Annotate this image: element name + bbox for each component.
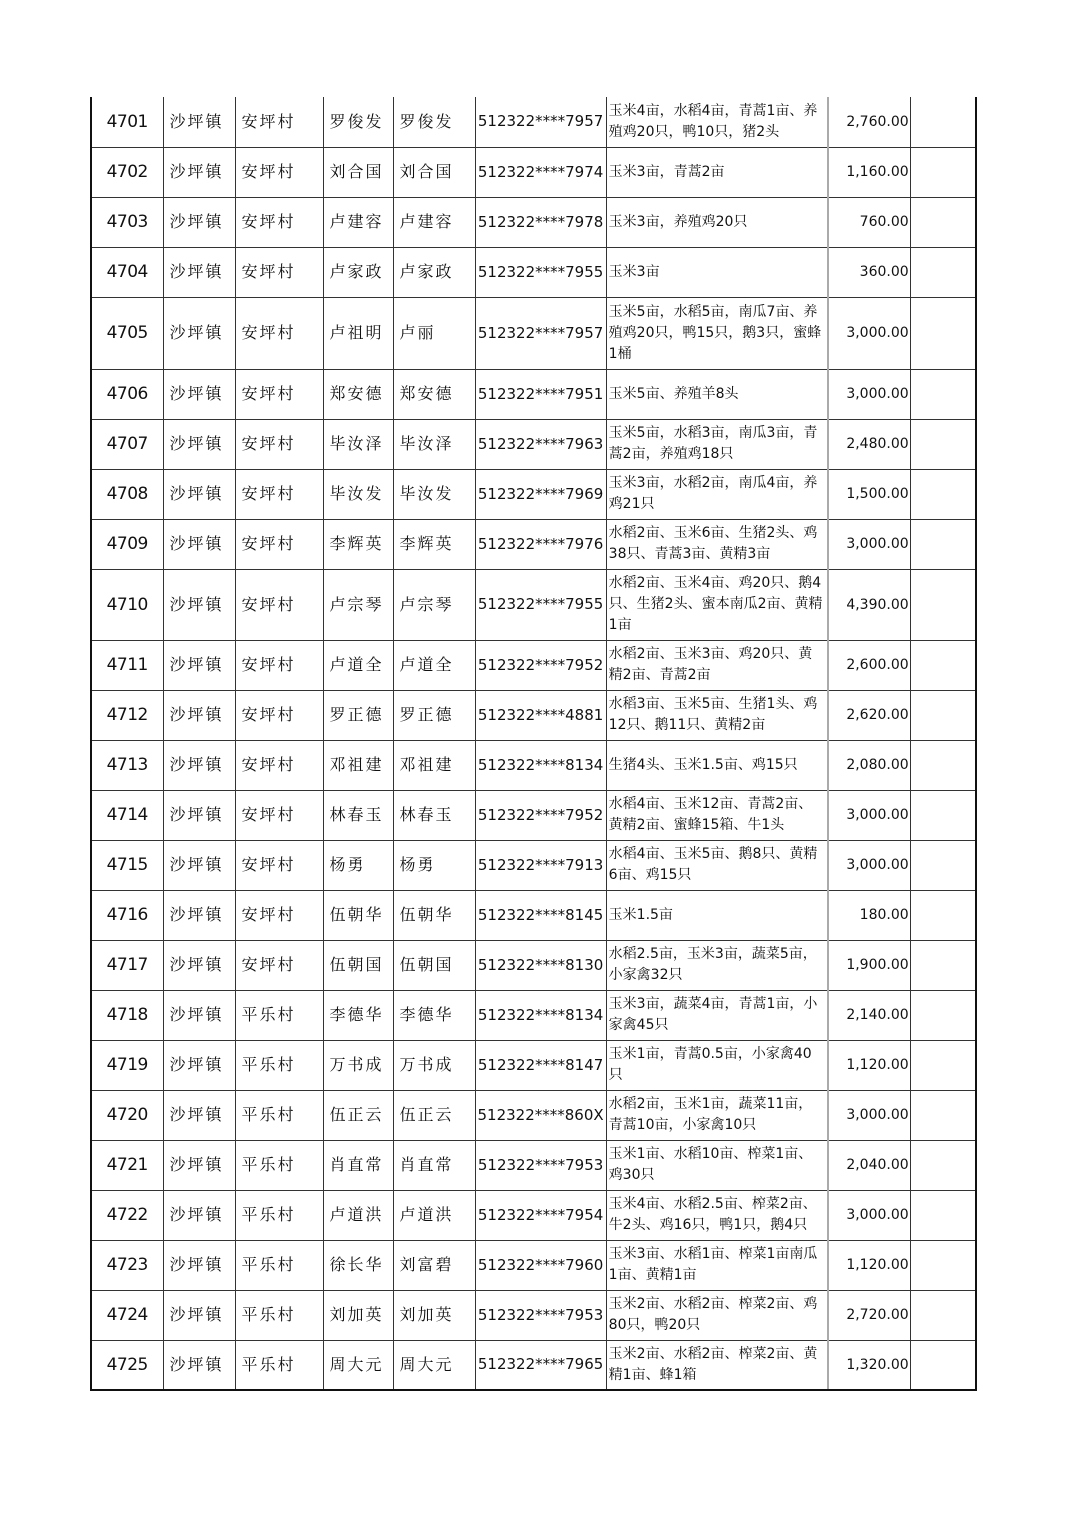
id-number-cell: 512322****7978: [475, 197, 606, 247]
description-cell: [606, 740, 828, 790]
recipient-cell: 伍正云: [393, 1090, 475, 1140]
row-number: 4706: [91, 369, 163, 419]
village-cell: 安坪村: [235, 690, 323, 740]
description-text: 玉米4亩，水稻4亩，青蒿1亩、养殖鸡20只，鸭10只，猪2头: [608, 102, 818, 140]
table-row: [91, 197, 976, 247]
name-cell: 伍正云: [323, 1090, 393, 1140]
recipient-cell: 伍朝华: [393, 890, 475, 940]
description-text: 水稻3亩、玉米5亩、生猪1头、鸡12只、鹅11只、黄精2亩: [608, 696, 818, 733]
empty-cell: [910, 247, 976, 297]
amount-cell: 3,000.00: [828, 519, 910, 569]
village-cell: 安坪村: [235, 297, 323, 369]
name-cell: 卢道洪: [323, 1190, 393, 1240]
description-cell: [606, 469, 828, 519]
id-number-cell: 512322****7913: [475, 840, 606, 890]
row-number: 4721: [91, 1140, 163, 1190]
amount-cell: 2,620.00: [828, 690, 910, 740]
row-number: 4718: [91, 990, 163, 1040]
row-number: 4709: [91, 519, 163, 569]
empty-cell: [910, 97, 976, 147]
description-cell: [606, 1340, 828, 1390]
id-number-cell: 512322****7954: [475, 1190, 606, 1240]
town-cell: 沙坪镇: [163, 519, 235, 569]
description-cell: [606, 247, 828, 297]
table-row: [91, 369, 976, 419]
description-text: 水稻2亩，玉米1亩，蔬菜11亩，青蒿10亩，小家禽10只: [608, 1096, 813, 1133]
id-number-cell: 512322****8147: [475, 1040, 606, 1090]
row-number: 4719: [91, 1040, 163, 1090]
row-number: 4716: [91, 890, 163, 940]
description-cell: [606, 569, 828, 640]
row-number: 4724: [91, 1290, 163, 1340]
description-cell: [606, 890, 828, 940]
table-row: [91, 940, 976, 990]
name-cell: 李辉英: [323, 519, 393, 569]
town-cell: 沙坪镇: [163, 1340, 235, 1390]
amount-cell: 1,120.00: [828, 1240, 910, 1290]
name-cell: 毕汝泽: [323, 419, 393, 469]
amount-cell: 2,600.00: [828, 640, 910, 690]
name-cell: 卢家政: [323, 247, 393, 297]
description-cell: [606, 790, 828, 840]
row-number: 4723: [91, 1240, 163, 1290]
row-number: 4725: [91, 1340, 163, 1390]
description-cell: [606, 369, 828, 419]
village-cell: 安坪村: [235, 569, 323, 640]
table-row: [91, 1240, 976, 1290]
row-number: 4714: [91, 790, 163, 840]
recipient-cell: 万书成: [393, 1040, 475, 1090]
description-text: 玉米5亩，水稻5亩，南瓜7亩、养殖鸡20只，鸭15只，鹅3只，蜜蜂1桶: [608, 303, 822, 362]
village-cell: 安坪村: [235, 197, 323, 247]
village-cell: 安坪村: [235, 790, 323, 840]
village-cell: 平乐村: [235, 990, 323, 1040]
town-cell: 沙坪镇: [163, 890, 235, 940]
town-cell: 沙坪镇: [163, 469, 235, 519]
amount-cell: 1,900.00: [828, 940, 910, 990]
description-cell: [606, 1290, 828, 1340]
id-number-cell: 512322****8134: [475, 740, 606, 790]
empty-cell: [910, 369, 976, 419]
description-cell: [606, 147, 828, 197]
description-cell: [606, 1040, 828, 1090]
recipient-cell: 刘富碧: [393, 1240, 475, 1290]
row-number: 4715: [91, 840, 163, 890]
town-cell: 沙坪镇: [163, 147, 235, 197]
empty-cell: [910, 469, 976, 519]
empty-cell: [910, 569, 976, 640]
town-cell: 沙坪镇: [163, 419, 235, 469]
id-number-cell: 512322****7976: [475, 519, 606, 569]
village-cell: 安坪村: [235, 740, 323, 790]
recipient-cell: 罗正德: [393, 690, 475, 740]
description-cell: [606, 1190, 828, 1240]
recipient-cell: 李辉英: [393, 519, 475, 569]
description-text: 玉米2亩、水稻2亩、榨菜2亩、鸡80只，鸭20只: [608, 1296, 818, 1333]
id-number-cell: 512322****7951: [475, 369, 606, 419]
description-text: 水稻4亩、玉米12亩、青蒿2亩、黄精2亩、蜜蜂15箱、牛1头: [608, 796, 813, 833]
id-number-cell: 512322****4881: [475, 690, 606, 740]
description-text: 玉米4亩、水稻2.5亩、榨菜2亩、牛2头、鸡16只，鸭1只，鹅4只: [608, 1196, 817, 1233]
row-number: 4705: [91, 297, 163, 369]
amount-cell: 3,000.00: [828, 369, 910, 419]
town-cell: 沙坪镇: [163, 1140, 235, 1190]
id-number-cell: 512322****8130: [475, 940, 606, 990]
description-cell: [606, 690, 828, 740]
description-text: 玉米1亩、水稻10亩、榨菜1亩、鸡30只: [608, 1146, 813, 1183]
empty-cell: [910, 740, 976, 790]
table-row: [91, 1190, 976, 1240]
row-number: 4702: [91, 147, 163, 197]
description-text: 玉米5亩，水稻3亩，南瓜3亩，青蒿2亩，养殖鸡18只: [608, 425, 818, 462]
name-cell: 邓祖建: [323, 740, 393, 790]
description-text: 水稻2亩、玉米4亩、鸡20只、鹅4只、生猪2头、蜜本南瓜2亩、黄精1亩: [608, 575, 823, 633]
table-row: [91, 790, 976, 840]
row-number: 4708: [91, 469, 163, 519]
row-number: 4720: [91, 1090, 163, 1140]
name-cell: 卢建容: [323, 197, 393, 247]
empty-cell: [910, 840, 976, 890]
description-cell: [606, 840, 828, 890]
table-row: [91, 1040, 976, 1090]
description-cell: [606, 1240, 828, 1290]
amount-cell: 2,480.00: [828, 419, 910, 469]
id-number-cell: 512322****7955: [475, 247, 606, 297]
village-cell: 安坪村: [235, 419, 323, 469]
table-row: [91, 740, 976, 790]
amount-cell: 4,390.00: [828, 569, 910, 640]
amount-cell: 3,000.00: [828, 297, 910, 369]
empty-cell: [910, 1090, 976, 1140]
name-cell: 肖直常: [323, 1140, 393, 1190]
name-cell: 徐长华: [323, 1240, 393, 1290]
description-text: 玉米1亩，青蒿0.5亩，小家禽40只: [608, 1046, 812, 1083]
empty-cell: [910, 419, 976, 469]
table-row: [91, 690, 976, 740]
description-text: 水稻2亩、玉米3亩、鸡20只、黄精2亩、青蒿2亩: [608, 646, 813, 683]
name-cell: 卢宗琴: [323, 569, 393, 640]
empty-cell: [910, 690, 976, 740]
empty-cell: [910, 640, 976, 690]
description-text: 水稻2.5亩，玉米3亩，蔬菜5亩，小家禽32只: [608, 946, 817, 983]
town-cell: 沙坪镇: [163, 197, 235, 247]
village-cell: 安坪村: [235, 247, 323, 297]
description-text: 生猪4头、玉米1.5亩、鸡15只: [608, 756, 798, 773]
table-row: [91, 469, 976, 519]
amount-cell: 2,080.00: [828, 740, 910, 790]
subsidy-table: [90, 97, 977, 1391]
town-cell: 沙坪镇: [163, 740, 235, 790]
town-cell: 沙坪镇: [163, 990, 235, 1040]
village-cell: 平乐村: [235, 1340, 323, 1390]
row-number: 4704: [91, 247, 163, 297]
empty-cell: [910, 147, 976, 197]
id-number-cell: 512322****7955: [475, 569, 606, 640]
row-number: 4701: [91, 97, 163, 147]
description-text: 玉米3亩，青蒿2亩: [608, 163, 725, 180]
amount-cell: 360.00: [828, 247, 910, 297]
name-cell: 林春玉: [323, 790, 393, 840]
recipient-cell: 罗俊发: [393, 97, 475, 147]
id-number-cell: 512322****7952: [475, 790, 606, 840]
id-number-cell: 512322****7953: [475, 1290, 606, 1340]
recipient-cell: 林春玉: [393, 790, 475, 840]
recipient-cell: 肖直常: [393, 1140, 475, 1190]
name-cell: 万书成: [323, 1040, 393, 1090]
empty-cell: [910, 990, 976, 1040]
table-row: [91, 247, 976, 297]
empty-cell: [910, 1240, 976, 1290]
name-cell: 郑安德: [323, 369, 393, 419]
amount-cell: 180.00: [828, 890, 910, 940]
empty-cell: [910, 1190, 976, 1240]
description-cell: [606, 97, 828, 147]
town-cell: 沙坪镇: [163, 1240, 235, 1290]
town-cell: 沙坪镇: [163, 640, 235, 690]
description-text: 玉米1.5亩: [608, 906, 673, 923]
village-cell: 平乐村: [235, 1190, 323, 1240]
village-cell: 平乐村: [235, 1240, 323, 1290]
village-cell: 安坪村: [235, 97, 323, 147]
description-text: 水稻4亩、玉米5亩、鹅8只、黄精6亩、鸡15只: [608, 846, 818, 883]
name-cell: 刘加英: [323, 1290, 393, 1340]
town-cell: 沙坪镇: [163, 690, 235, 740]
town-cell: 沙坪镇: [163, 840, 235, 890]
id-number-cell: 512322****7965: [475, 1340, 606, 1390]
amount-cell: 1,320.00: [828, 1340, 910, 1390]
table-row: [91, 1290, 976, 1340]
empty-cell: [910, 197, 976, 247]
id-number-cell: 512322****7957: [475, 97, 606, 147]
description-cell: [606, 990, 828, 1040]
table-body: [91, 97, 976, 1390]
village-cell: 安坪村: [235, 940, 323, 990]
recipient-cell: 邓祖建: [393, 740, 475, 790]
amount-cell: 1,500.00: [828, 469, 910, 519]
empty-cell: [910, 1340, 976, 1390]
town-cell: 沙坪镇: [163, 297, 235, 369]
amount-cell: 2,720.00: [828, 1290, 910, 1340]
name-cell: 杨勇: [323, 840, 393, 890]
description-cell: [606, 197, 828, 247]
empty-cell: [910, 940, 976, 990]
town-cell: 沙坪镇: [163, 369, 235, 419]
recipient-cell: 卢家政: [393, 247, 475, 297]
name-cell: 刘合国: [323, 147, 393, 197]
town-cell: 沙坪镇: [163, 1190, 235, 1240]
town-cell: 沙坪镇: [163, 97, 235, 147]
name-cell: 伍朝国: [323, 940, 393, 990]
village-cell: 安坪村: [235, 840, 323, 890]
table-row: [91, 990, 976, 1040]
table-row: [91, 840, 976, 890]
recipient-cell: 伍朝国: [393, 940, 475, 990]
recipient-cell: 卢道全: [393, 640, 475, 690]
description-text: 玉米3亩，蔬菜4亩，青蒿1亩，小家禽45只: [608, 996, 818, 1033]
name-cell: 伍朝华: [323, 890, 393, 940]
town-cell: 沙坪镇: [163, 247, 235, 297]
village-cell: 安坪村: [235, 890, 323, 940]
row-number: 4713: [91, 740, 163, 790]
amount-cell: 2,140.00: [828, 990, 910, 1040]
table-row: [91, 1140, 976, 1190]
row-number: 4707: [91, 419, 163, 469]
row-number: 4717: [91, 940, 163, 990]
recipient-cell: 卢丽: [393, 297, 475, 369]
description-cell: [606, 640, 828, 690]
village-cell: 安坪村: [235, 469, 323, 519]
empty-cell: [910, 519, 976, 569]
id-number-cell: 512322****7957: [475, 297, 606, 369]
empty-cell: [910, 1140, 976, 1190]
name-cell: 卢祖明: [323, 297, 393, 369]
table-row: [91, 519, 976, 569]
town-cell: 沙坪镇: [163, 569, 235, 640]
description-cell: [606, 1090, 828, 1140]
name-cell: 毕汝发: [323, 469, 393, 519]
name-cell: 李德华: [323, 990, 393, 1040]
description-text: 玉米3亩、水稻1亩、榨菜1亩南瓜1亩、黄精1亩: [608, 1246, 818, 1283]
amount-cell: 2,040.00: [828, 1140, 910, 1190]
table-row: [91, 1090, 976, 1140]
table-row: [91, 297, 976, 369]
table-row: [91, 640, 976, 690]
recipient-cell: 李德华: [393, 990, 475, 1040]
village-cell: 平乐村: [235, 1140, 323, 1190]
recipient-cell: 卢建容: [393, 197, 475, 247]
recipient-cell: 周大元: [393, 1340, 475, 1390]
recipient-cell: 杨勇: [393, 840, 475, 890]
row-number: 4703: [91, 197, 163, 247]
id-number-cell: 512322****860X: [475, 1090, 606, 1140]
town-cell: 沙坪镇: [163, 790, 235, 840]
village-cell: 安坪村: [235, 519, 323, 569]
description-text: 玉米3亩，水稻2亩，南瓜4亩，养鸡21只: [608, 475, 818, 512]
table-row: [91, 569, 976, 640]
description-cell: [606, 419, 828, 469]
amount-cell: 3,000.00: [828, 840, 910, 890]
id-number-cell: 512322****8145: [475, 890, 606, 940]
row-number: 4711: [91, 640, 163, 690]
recipient-cell: 卢宗琴: [393, 569, 475, 640]
amount-cell: 3,000.00: [828, 1190, 910, 1240]
table-row: [91, 890, 976, 940]
amount-cell: 1,120.00: [828, 1040, 910, 1090]
description-text: 玉米3亩: [608, 263, 660, 280]
id-number-cell: 512322****7960: [475, 1240, 606, 1290]
village-cell: 安坪村: [235, 369, 323, 419]
description-cell: [606, 940, 828, 990]
recipient-cell: 卢道洪: [393, 1190, 475, 1240]
amount-cell: 760.00: [828, 197, 910, 247]
id-number-cell: 512322****8134: [475, 990, 606, 1040]
name-cell: 罗俊发: [323, 97, 393, 147]
id-number-cell: 512322****7952: [475, 640, 606, 690]
id-number-cell: 512322****7974: [475, 147, 606, 197]
town-cell: 沙坪镇: [163, 1040, 235, 1090]
recipient-cell: 刘合国: [393, 147, 475, 197]
description-text: 玉米2亩、水稻2亩、榨菜2亩、黄精1亩、蜂1箱: [608, 1345, 818, 1383]
description-cell: [606, 1140, 828, 1190]
village-cell: 平乐村: [235, 1090, 323, 1140]
row-number: 4712: [91, 690, 163, 740]
village-cell: 安坪村: [235, 640, 323, 690]
empty-cell: [910, 1290, 976, 1340]
table-row: [91, 147, 976, 197]
table-row: [91, 419, 976, 469]
description-cell: [606, 297, 828, 369]
table-row: [91, 97, 976, 147]
empty-cell: [910, 790, 976, 840]
name-cell: 周大元: [323, 1340, 393, 1390]
town-cell: 沙坪镇: [163, 1090, 235, 1140]
table-row: [91, 1340, 976, 1390]
amount-cell: 1,160.00: [828, 147, 910, 197]
description-text: 玉米3亩，养殖鸡20只: [608, 213, 748, 230]
row-number: 4722: [91, 1190, 163, 1240]
amount-cell: 3,000.00: [828, 1090, 910, 1140]
recipient-cell: 刘加英: [393, 1290, 475, 1340]
empty-cell: [910, 890, 976, 940]
recipient-cell: 毕汝泽: [393, 419, 475, 469]
town-cell: 沙坪镇: [163, 940, 235, 990]
empty-cell: [910, 1040, 976, 1090]
description-cell: [606, 519, 828, 569]
village-cell: 平乐村: [235, 1040, 323, 1090]
description-text: 玉米5亩、养殖羊8头: [608, 385, 739, 402]
amount-cell: 2,760.00: [828, 97, 910, 147]
id-number-cell: 512322****7953: [475, 1140, 606, 1190]
description-text: 水稻2亩、玉米6亩、生猪2头、鸡38只、青蒿3亩、黄精3亩: [608, 525, 818, 562]
empty-cell: [910, 297, 976, 369]
village-cell: 安坪村: [235, 147, 323, 197]
village-cell: 平乐村: [235, 1290, 323, 1340]
recipient-cell: 毕汝发: [393, 469, 475, 519]
id-number-cell: 512322****7969: [475, 469, 606, 519]
row-number: 4710: [91, 569, 163, 640]
name-cell: 卢道全: [323, 640, 393, 690]
recipient-cell: 郑安德: [393, 369, 475, 419]
amount-cell: 3,000.00: [828, 790, 910, 840]
id-number-cell: 512322****7963: [475, 419, 606, 469]
name-cell: 罗正德: [323, 690, 393, 740]
town-cell: 沙坪镇: [163, 1290, 235, 1340]
